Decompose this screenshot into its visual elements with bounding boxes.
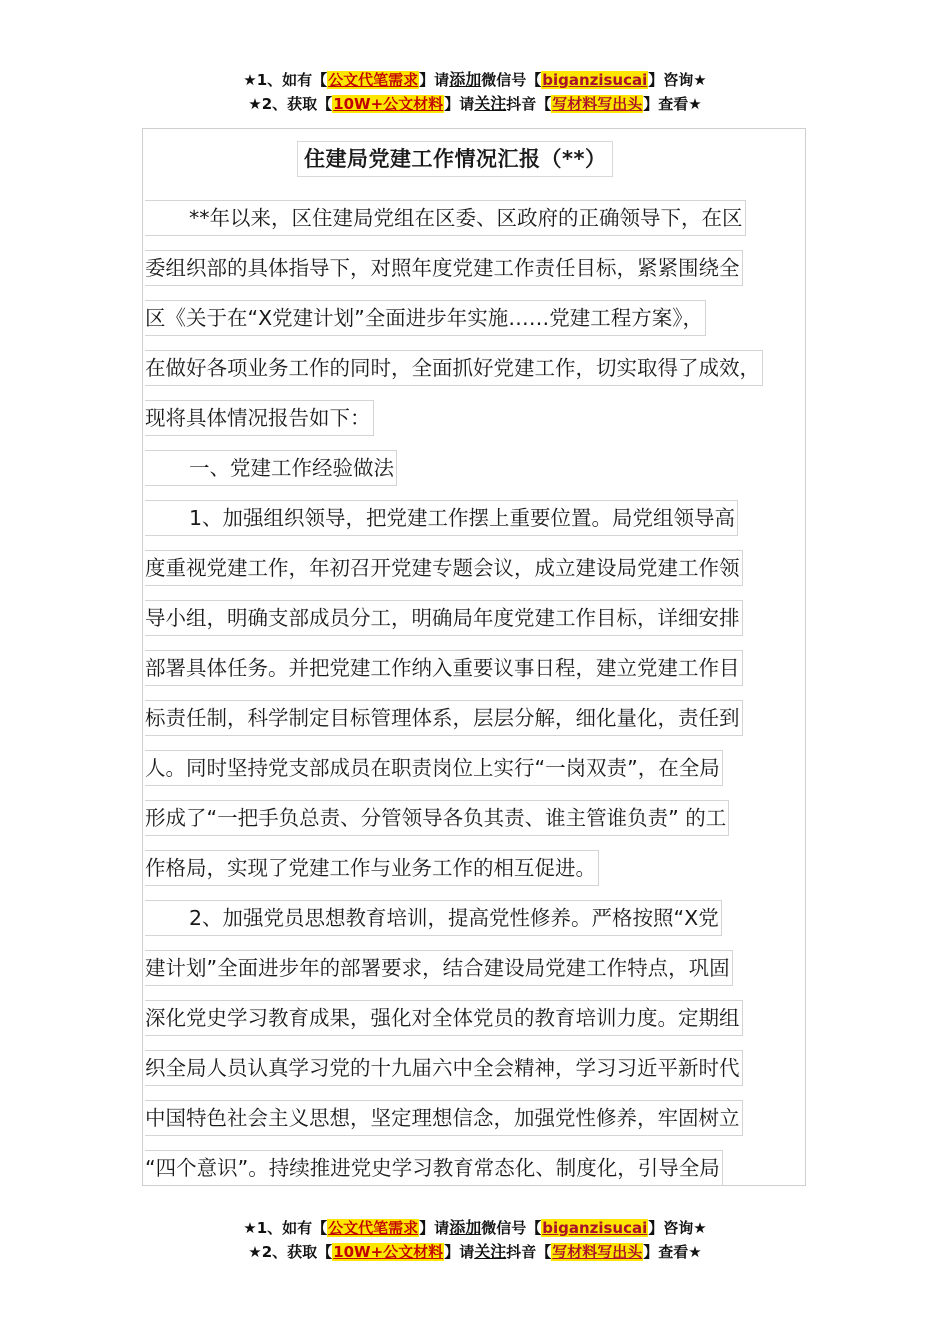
bottom-banner	[0, 1216, 950, 1264]
text-line-content: 深化党史学习教育成果，强化对全体党员的教育培训力度。定期组	[145, 1000, 743, 1036]
highlight-douyin: 写材料写出头	[552, 95, 643, 113]
text-line	[143, 497, 806, 547]
banner-text: 】查看★	[643, 95, 702, 113]
text-line-content: 在做好各项业务工作的同时，全面抓好党建工作，切实取得了成效，	[145, 350, 763, 386]
highlight-douyin: 写材料写出头	[552, 1243, 643, 1261]
banner-text: ★2、获取【	[248, 1243, 333, 1261]
text-line	[143, 347, 806, 397]
text-line	[143, 1147, 806, 1186]
banner-emphasis: 添加	[449, 70, 482, 89]
text-line-content: “四个意识”。持续推进党史学习教育常态化、制度化，引导全局	[145, 1150, 723, 1186]
banner-emphasis: 关注	[474, 1242, 507, 1261]
banner-emphasis: 添加	[449, 1218, 482, 1237]
banner-text: ★2、获取【	[248, 95, 333, 113]
text-line-content: 现将具体情况报告如下：	[145, 400, 374, 436]
banner-line-1	[0, 1216, 950, 1240]
text-line-content: 中国特色社会主义思想，坚定理想信念，加强党性修养，牢固树立	[145, 1100, 743, 1136]
text-line-content: 人。同时坚持党支部成员在职责岗位上实行“一岗双责”，在全局	[145, 750, 723, 786]
text-line-content: 部署具体任务。并把党建工作纳入重要议事日程，建立党建工作目	[145, 650, 743, 686]
text-line-content: 度重视党建工作，年初召开党建专题会议，成立建设局党建工作领	[145, 550, 743, 586]
banner-text: 微信号【	[481, 1219, 542, 1237]
highlight-materials: 10W+公文材料	[333, 1243, 444, 1261]
text-line	[143, 397, 806, 447]
section-heading-text: 一、党建工作经验做法	[145, 450, 397, 486]
text-line	[143, 597, 806, 647]
banner-text: 微信号【	[481, 71, 542, 89]
text-line-content: 1、加强组织领导，把党建工作摆上重要位置。局党组领导高	[145, 500, 738, 536]
text-line-content: 建计划”全面进步年的部署要求，结合建设局党建工作特点，巩固	[145, 950, 733, 986]
text-line	[143, 997, 806, 1047]
document-page	[142, 128, 806, 1186]
text-line	[143, 947, 806, 997]
text-line	[143, 1097, 806, 1147]
text-line-content: 2、加强党员思想教育培训，提高党性修养。严格按照“X党	[145, 900, 722, 936]
highlight-materials: 10W+公文材料	[333, 95, 444, 113]
banner-text: 】请	[419, 71, 450, 89]
text-line	[143, 747, 806, 797]
text-line	[143, 547, 806, 597]
banner-text: ★1、如有【	[243, 1219, 328, 1237]
banner-text: 】咨询★	[648, 71, 707, 89]
text-line	[143, 197, 806, 247]
banner-line-2	[0, 92, 950, 116]
banner-text: 抖音【	[506, 95, 552, 113]
text-line	[143, 1047, 806, 1097]
text-line-content: 导小组，明确支部成员分工，明确局年度党建工作目标，详细安排	[145, 600, 743, 636]
highlight-ghostwriting: 公文代笔需求	[328, 1219, 419, 1237]
text-line-content: 委组织部的具体指导下，对照年度党建工作责任目标，紧紧围绕全	[145, 250, 743, 286]
banner-line-1	[0, 68, 950, 92]
text-line-content: 形成了“一把手负总责、分管领导各负其责、谁主管谁负责” 的工	[145, 800, 729, 836]
text-line-content: 作格局，实现了党建工作与业务工作的相互促进。	[145, 850, 599, 886]
highlight-wechat-id: biganzisucai	[542, 1219, 648, 1237]
banner-text: 】请	[419, 1219, 450, 1237]
banner-text: ★1、如有【	[243, 71, 328, 89]
top-banner	[0, 68, 950, 116]
text-line	[143, 247, 806, 297]
banner-text: 】咨询★	[648, 1219, 707, 1237]
text-line-content: 标责任制，科学制定目标管理体系，层层分解，细化量化，责任到	[145, 700, 743, 736]
text-line	[143, 847, 806, 897]
highlight-ghostwriting: 公文代笔需求	[328, 71, 419, 89]
text-line-content: **年以来，区住建局党组在区委、区政府的正确领导下，在区	[145, 200, 746, 236]
banner-line-2	[0, 1240, 950, 1264]
banner-text: 】查看★	[643, 1243, 702, 1261]
banner-text: 】请	[444, 1243, 475, 1261]
section-heading	[143, 447, 806, 497]
banner-emphasis: 关注	[474, 94, 507, 113]
text-line	[143, 297, 806, 347]
text-line	[143, 897, 806, 947]
document-title: 住建局党建工作情况汇报（**）	[297, 141, 613, 177]
text-line-content: 区《关于在“X党建计划”全面进步年实施……党建工程方案》，	[145, 300, 706, 336]
banner-text: 】请	[444, 95, 475, 113]
highlight-wechat-id: biganzisucai	[542, 71, 648, 89]
document-body	[143, 197, 806, 1186]
text-line	[143, 697, 806, 747]
text-line-content: 织全局人员认真学习党的十九届六中全会精神，学习习近平新时代	[145, 1050, 743, 1086]
banner-text: 抖音【	[506, 1243, 552, 1261]
text-line	[143, 797, 806, 847]
text-line	[143, 647, 806, 697]
